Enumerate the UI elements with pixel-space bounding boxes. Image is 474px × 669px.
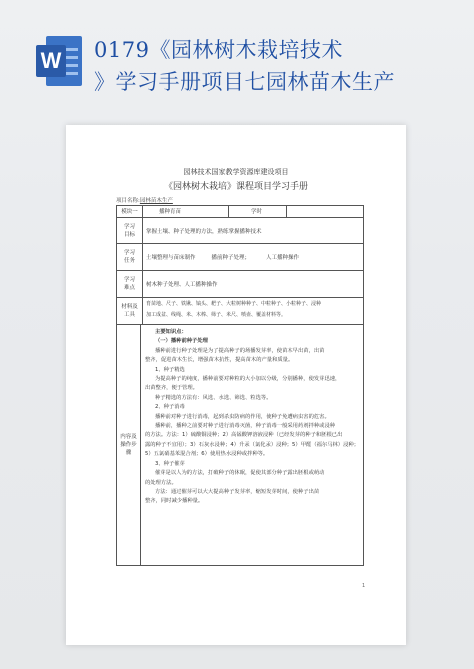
hours-value — [287, 206, 363, 217]
step-line: 种子精选的方法有：风选、水选、筛选、粒选等。 — [154, 394, 272, 401]
table-row-steps — [117, 325, 363, 565]
hours-label: 学时 — [229, 206, 287, 217]
page-number: 1 — [362, 583, 366, 589]
doc-heading-2: 《园林树木栽培》课程项目学习手册 — [163, 182, 308, 192]
page-title — [94, 34, 466, 98]
goal-label-2: 目标 — [123, 231, 135, 238]
table-row-module — [117, 206, 363, 218]
table-row-task — [117, 244, 363, 271]
step-line: 方法：通过催芽可以大大提高种子发芽率，缩短发芽时间，使种子出苗 — [154, 488, 320, 495]
steps-content — [141, 325, 363, 565]
task-value — [143, 244, 363, 270]
steps-label-3: 骤 — [125, 450, 132, 456]
step-line: 播种前对种子进行消毒，起到杀虫防病的作用，使种子免遭病虫害的危害。 — [154, 413, 330, 420]
document-page — [66, 125, 406, 645]
title-line-1: 0179《园林树木栽培技术 — [94, 38, 343, 62]
step-line: 整齐，同时减少播种量。 — [144, 498, 204, 505]
step-line: 整齐，促进苗木生长，增强苗木抗性，提高苗木的产量和质量。 — [144, 357, 294, 364]
key-label — [117, 271, 143, 297]
step-line: （一）播种前种子处理 — [154, 338, 208, 345]
task-label — [117, 244, 143, 270]
key-value: 树木种子处理、人工播种操作 — [146, 282, 218, 288]
goal-value: 掌握土壤、种子处理的方法，熟练掌握播种技术 — [146, 228, 262, 235]
module-label: 模块一 — [117, 206, 143, 217]
steps-label-2: 操作步 — [120, 442, 137, 448]
material-line-2: 加工成盆、线绳、米、木棒、筛子、米尺、喷壶、覆盖材料等。 — [146, 312, 287, 318]
material-value — [143, 298, 363, 324]
task-item-3: 人工播种操作 — [266, 255, 300, 261]
step-line: 的处理方法。 — [144, 479, 177, 486]
project-label: 项目名称: — [116, 198, 140, 204]
study-table — [116, 205, 364, 566]
task-item-2: 播前种子处理； — [211, 255, 251, 261]
steps-label-1: 内容及 — [120, 434, 137, 440]
step-line: 2、种子消毒 — [154, 404, 185, 411]
table-row-material — [117, 298, 363, 325]
task-item-1: 土壤整理与苗床制作 — [146, 255, 196, 261]
word-document-icon — [36, 36, 82, 86]
title-line-2: 》学习手册项目七园林苗木生产 — [94, 70, 395, 94]
step-line: 播种前，播种之前要对种子进行消毒灭菌，种子消毒一般采用药剂拌种或浸种 — [154, 423, 336, 430]
word-icon-letter: W — [36, 45, 66, 77]
material-line-1: 育苗地、尺子、铁锹、镐头、耙子、大粒树种种子、中粒种子、小粒种子、浸种 — [146, 301, 322, 307]
project-value: 园林苗木生产 — [139, 198, 173, 204]
material-label-2: 工具 — [123, 312, 135, 318]
key-label-1: 学习 — [123, 277, 135, 283]
goal-label-1: 学习 — [123, 223, 135, 230]
step-line: 为提高种子的纯度，播种前要对种粒的大小加以分级，分别播种，使发芽迅速， — [154, 376, 341, 383]
step-line: 1、种子精选 — [154, 366, 185, 373]
steps-label — [117, 325, 141, 565]
task-label-2: 任务 — [123, 258, 135, 264]
step-line: 主要知识点： — [154, 329, 187, 335]
step-line: 5）五氯硝基苯混合剂；6）使用热水浸种或拌种等。 — [144, 451, 269, 458]
key-label-2: 难点 — [123, 285, 135, 291]
material-label — [117, 298, 143, 324]
material-label-1: 材料及 — [121, 304, 138, 310]
task-label-1: 学习 — [123, 250, 135, 256]
step-line: 播种前进行种子处理是为了提高种子的场播发芽率，使苗木早出苗，出苗 — [154, 347, 325, 354]
step-line: 催芽是以人为的方法，打破种子的休眠，促使其部分种子露出胚根或萌动 — [154, 470, 325, 477]
step-line: 3、种子催芽 — [154, 460, 185, 467]
step-line: 出苗整齐，便于管理。 — [144, 385, 198, 392]
table-row-goal — [117, 218, 363, 244]
module-value: 播种育苗 — [143, 206, 229, 217]
step-line: 露的种子不宜用）；3）石灰水浸种；4）升汞（氯化汞）浸种；5）甲醛（福尔马林）浸种； — [144, 441, 359, 448]
project-name — [116, 196, 173, 204]
step-line: 的方法。方法：1）硫酸铜浸种；2）高锰酸钾溶液浸种（已经发芽的种子和胚根已出 — [144, 432, 343, 439]
table-row-key — [117, 271, 363, 298]
doc-heading-1: 园林技术国家教学资源库建设项目 — [183, 168, 289, 176]
goal-label — [117, 218, 143, 243]
